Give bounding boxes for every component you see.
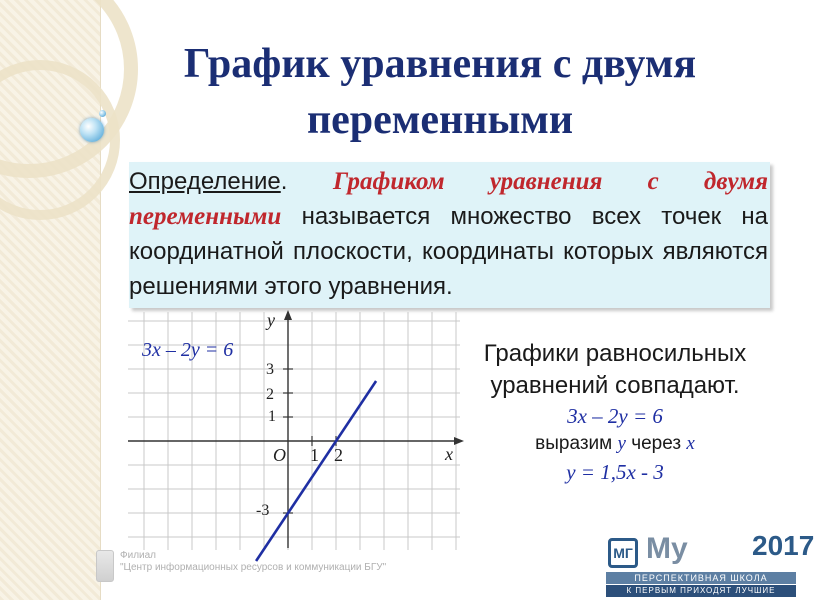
university-emblem-icon (96, 550, 114, 582)
decorative-bubble (80, 118, 104, 142)
coordinate-graph (120, 304, 470, 554)
origin-label: O (273, 445, 286, 465)
note-line-2: уравнений совпадают. (490, 372, 740, 399)
definition-rest: называется множество всех точек на координатной плоскости, координаты которых являются решениями этого уравнения. (129, 203, 768, 300)
logo-mark-icon: МГ (608, 538, 638, 568)
definition-term: Определение (129, 168, 281, 195)
note-equation: 3x – 2y = 6 (567, 404, 663, 428)
logo-year: 2017 (752, 530, 814, 561)
y-axis-label: y (267, 310, 275, 330)
express-var-x: x (686, 433, 695, 454)
logo-tagline-2: К ПЕРВЫМ ПРИХОДЯТ ЛУЧШИЕ (606, 585, 796, 597)
note-block (440, 338, 790, 486)
tick-label-x1: 1 (310, 445, 319, 465)
equation-label: 3x – 2y = 6 (142, 339, 234, 361)
tick-label-y2: 2 (266, 386, 274, 403)
footer-line-2: "Центр информационных ресурсов и коммуникации БГУ" (120, 562, 387, 573)
express-word-2: через (625, 433, 687, 454)
express-var-y: y (617, 433, 626, 454)
logo-tagline-1: ПЕРСПЕКТИВНАЯ ШКОЛА (606, 572, 796, 584)
tick-label-x2: 2 (334, 445, 343, 465)
y-axis-arrow (284, 310, 292, 320)
note-express (440, 430, 790, 458)
definition-text (129, 164, 768, 304)
x-axis-label: x (445, 444, 453, 464)
title-line-1: График уравнения с двумя (183, 41, 697, 87)
school-logo (604, 522, 814, 600)
definition-separator: . (280, 168, 334, 195)
logo-word: My (646, 532, 688, 565)
tick-label-y1: 1 (268, 408, 276, 425)
definition-highlight: Графиком уравнения с двумя переменными (129, 168, 768, 230)
tick-label-y3: 3 (266, 361, 274, 378)
express-word-1: выразим (535, 433, 618, 454)
decorative-bubble-small (99, 110, 106, 117)
footer-line-1: Филиал (120, 550, 157, 561)
note-line-1: Графики равносильных (483, 340, 747, 367)
footer-organization (96, 550, 386, 590)
footer-text (120, 550, 386, 574)
title-line-2: переменными (306, 97, 574, 143)
note-result-equation: y = 1,5x - 3 (566, 460, 664, 484)
tick-label-y-neg3: -3 (256, 502, 270, 519)
slide-title (110, 36, 770, 148)
